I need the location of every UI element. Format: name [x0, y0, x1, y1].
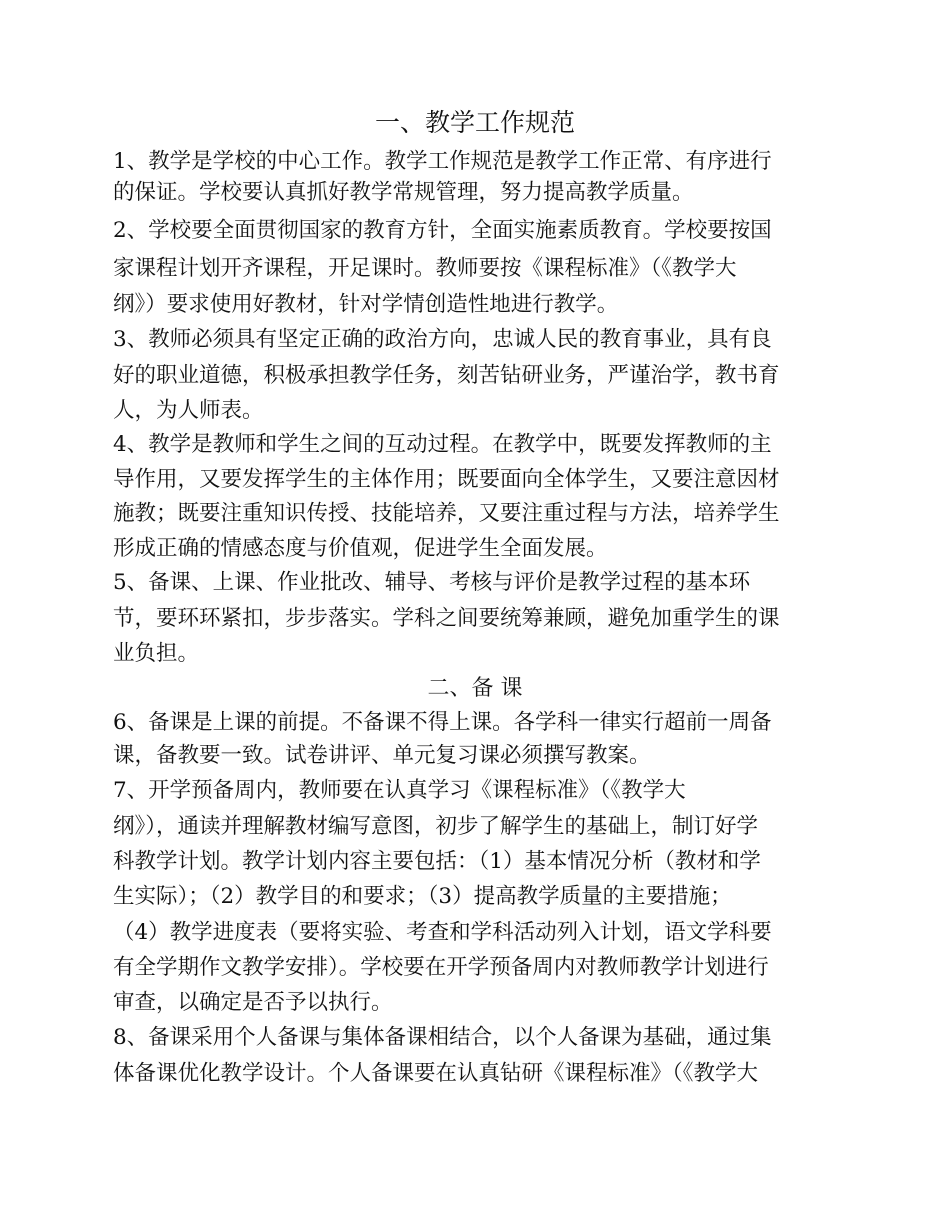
paragraph-line: 形成正确的情感态度与价值观，促进学生全面发展。	[113, 536, 608, 561]
section-title-teaching-norms: 一、教学工作规范	[374, 108, 575, 137]
paragraph-line: 课，备教要一致。试卷讲评、单元复习课必须撰写教案。	[113, 743, 651, 768]
paragraph-line: 有全学期作文教学安排）。学校要在开学预备周内对教师教学计划进行	[113, 955, 769, 980]
paragraph-line: 科教学计划。教学计划内容主要包括：（1）基本情况分析（教材和学	[113, 849, 761, 874]
paragraph-line: 节，要环环紧扣，步步落实。学科之间要统筹兼顾，避免加重学生的课	[113, 606, 780, 631]
paragraph-line: 7、开学预备周内，教师要在认真学习《课程标准》（《教学大	[113, 778, 686, 803]
paragraph-line: 5、备课、上课、作业批改、辅导、考核与评价是教学过程的基本环	[113, 570, 751, 595]
paragraph-line: （4）教学进度表（要将实验、考查和学科活动列入计划，语文学科要	[113, 920, 772, 945]
paragraph-line: 2、学校要全面贯彻国家的教育方针，全面实施素质教育。学校要按国	[113, 218, 772, 243]
paragraph-line: 导作用，又要发挥学生的主体作用；既要面向全体学生，又要注意因材	[113, 467, 780, 492]
paragraph-line: 业负担。	[113, 641, 200, 666]
paragraph-line: 1、教学是学校的中心工作。教学工作规范是教学工作正常、有序进行	[113, 149, 772, 174]
paragraph-line: 家课程计划开齐课程，开足课时。教师要按《课程标准》（《教学大	[113, 256, 737, 281]
paragraph-line: 3、教师必须具有坚定正确的政治方向，忠诚人民的教育事业，具有良	[113, 327, 772, 352]
paragraph-line: 生实际）；（2）教学目的和要求；（3）提高教学质量的主要措施；	[113, 884, 732, 909]
paragraph-line: 4、教学是教师和学生之间的互动过程。在教学中，既要发挥教师的主	[113, 432, 772, 457]
paragraph-line: 8、备课采用个人备课与集体备课相结合，以个人备课为基础，通过集	[113, 1025, 772, 1050]
paragraph-line: 体备课优化教学设计。个人备课要在认真钻研《课程标准》（《教学大	[113, 1061, 759, 1086]
section-title-lesson-preparation: 二、备 课	[427, 676, 523, 701]
paragraph-line: 纲》），通读并理解教材编写意图，初步了解学生的基础上，制订好学	[113, 814, 759, 839]
paragraph-line: 纲》）要求使用好教材，针对学情创造性地进行教学。	[113, 292, 619, 317]
paragraph-line: 施教；既要注重知识传授、技能培养，又要注重过程与方法，培养学生	[113, 501, 780, 526]
paragraph-line: 的保证。学校要认真抓好教学常规管理，努力提高教学质量。	[113, 180, 694, 205]
paragraph-line: 人，为人师表。	[113, 398, 264, 423]
paragraph-line: 审查，以确定是否予以执行。	[113, 990, 393, 1015]
paragraph-line: 6、备课是上课的前提。不备课不得上课。各学科一律实行超前一周备	[113, 710, 772, 735]
paragraph-line: 好的职业道德，积极承担教学任务，刻苦钻研业务，严谨治学，教书育	[113, 363, 780, 388]
